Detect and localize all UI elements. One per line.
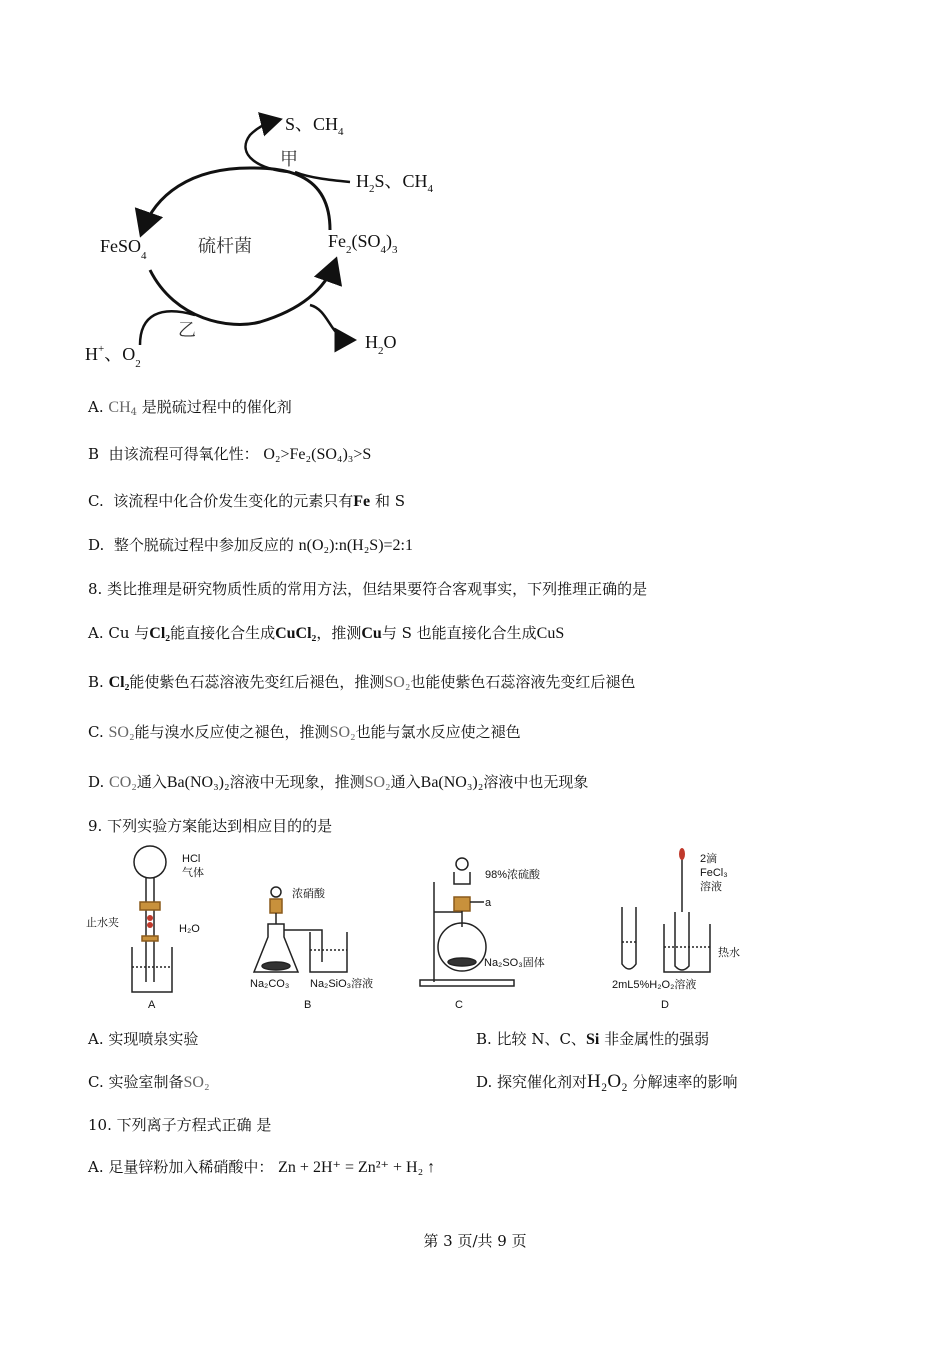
q9-apparatus-figure — [82, 842, 802, 1014]
q8-option-b: B. Cl₂能使紫色石蕊溶液先变红后褪色，推测SO₂也能使紫色石蕊溶液先变红后褪色 — [88, 673, 636, 691]
arrow-to-h2o — [310, 305, 352, 340]
b-acid-label: 浓硝酸 — [292, 888, 325, 900]
cycle-arc-top — [142, 168, 330, 232]
page-footer: 第 3 页/共 9 页 — [423, 1232, 527, 1250]
q8-option-d: D. CO₂通入Ba(NO₃)₂溶液中无现象，推测SO₂通入Ba(NO₃)₂溶液中也无现象 — [88, 773, 589, 791]
sulfur-bacteria-cycle-diagram — [80, 100, 460, 380]
q9-option-b: B. 比较 N、C、Si 非金属性的强弱 — [476, 1030, 710, 1048]
q8-option-a: A. Cu 与Cl₂能直接化合生成CuCl₂，推测Cu与 S 也能直接化合生成CuS — [88, 624, 565, 642]
b-sol-label: Na₂SiO₃溶液 — [310, 978, 374, 990]
d-sol-label: 2mL5%H₂O₂溶液 — [612, 979, 697, 991]
d-hot-label: 热水 — [718, 947, 740, 959]
d-drop3-label: 溶液 — [700, 881, 722, 893]
label-fe2so43: $Fe_2(SO_4)_3$ — [328, 231, 398, 256]
label-h2o: $H_2O$ — [365, 332, 397, 357]
label-s-ch4: S、$CH_4$ — [285, 114, 344, 138]
label-bacteria: 硫杆菌 — [198, 236, 252, 257]
b-solid-label: Na₂CO₃ — [250, 978, 290, 990]
a-gas-label2: 气体 — [182, 867, 204, 879]
q7-option-b: B 由该流程可得氧化性： O₂>Fe₂(SO₄)₃>S — [88, 445, 372, 463]
c-a-label: a — [485, 897, 492, 909]
d-fig-label: D — [661, 999, 669, 1011]
q8-option-c: C. SO₂能与溴水反应使之褪色，推测SO₂也能与氯水反应使之褪色 — [88, 723, 521, 741]
apparatus-a — [132, 846, 172, 992]
label-jia: 甲 — [280, 149, 298, 170]
label-feso4: FeSO$_4$ — [100, 236, 147, 262]
q7-option-a: A. $CH_4$ 是脱硫过程中的催化剂 — [88, 398, 292, 418]
q7-option-d: D. 整个脱硫过程中参加反应的 n(O₂):n(H₂S)=2:1 — [88, 536, 413, 554]
b-fig-label: B — [304, 999, 312, 1011]
q9-option-d: D. 探究催化剂对H₂O₂ 分解速率的影响 — [476, 1071, 738, 1092]
a-clip-label: 止水夹 — [86, 917, 119, 929]
c-acid-label: 98%浓硫酸 — [485, 869, 541, 881]
cycle-arc-bottom — [150, 262, 335, 324]
label-h2s-ch4: $H_2S$、$CH_4$ — [356, 171, 434, 195]
q9-stem: 9. 下列实验方案能达到相应目的的是 — [88, 817, 333, 835]
q9-option-a: A. 实现喷泉实验 — [88, 1030, 199, 1048]
q10-stem: 10. 下列离子方程式正确 是 — [88, 1116, 272, 1134]
d-drop2-label: FeCl₃ — [700, 867, 728, 879]
q9-option-c: C. 实验室制备SO₂ — [88, 1073, 210, 1091]
a-water-label: H₂O — [179, 923, 200, 935]
q7-option-c: C. 该流程中化合价发生变化的元素只有Fe 和 S — [88, 492, 405, 510]
q10-option-a: A. 足量锌粉加入稀硝酸中： Zn + 2H⁺ = Zn²⁺ + H₂ ↑ — [88, 1158, 436, 1176]
a-gas-label: HCl — [182, 853, 201, 865]
label-yi: 乙 — [178, 320, 196, 341]
a-fig-label: A — [148, 999, 156, 1011]
d-drop1-label: 2滴 — [700, 853, 718, 865]
c-fig-label: C — [455, 999, 463, 1011]
label-h-o2: H+、$O_2$ — [85, 343, 141, 370]
q8-stem: 8. 类比推理是研究物质性质的常用方法，但结果要符合客观事实，下列推理正确的是 — [88, 580, 648, 598]
c-solid-label: Na₂SO₃固体 — [484, 957, 545, 969]
apparatus-d — [622, 848, 710, 972]
